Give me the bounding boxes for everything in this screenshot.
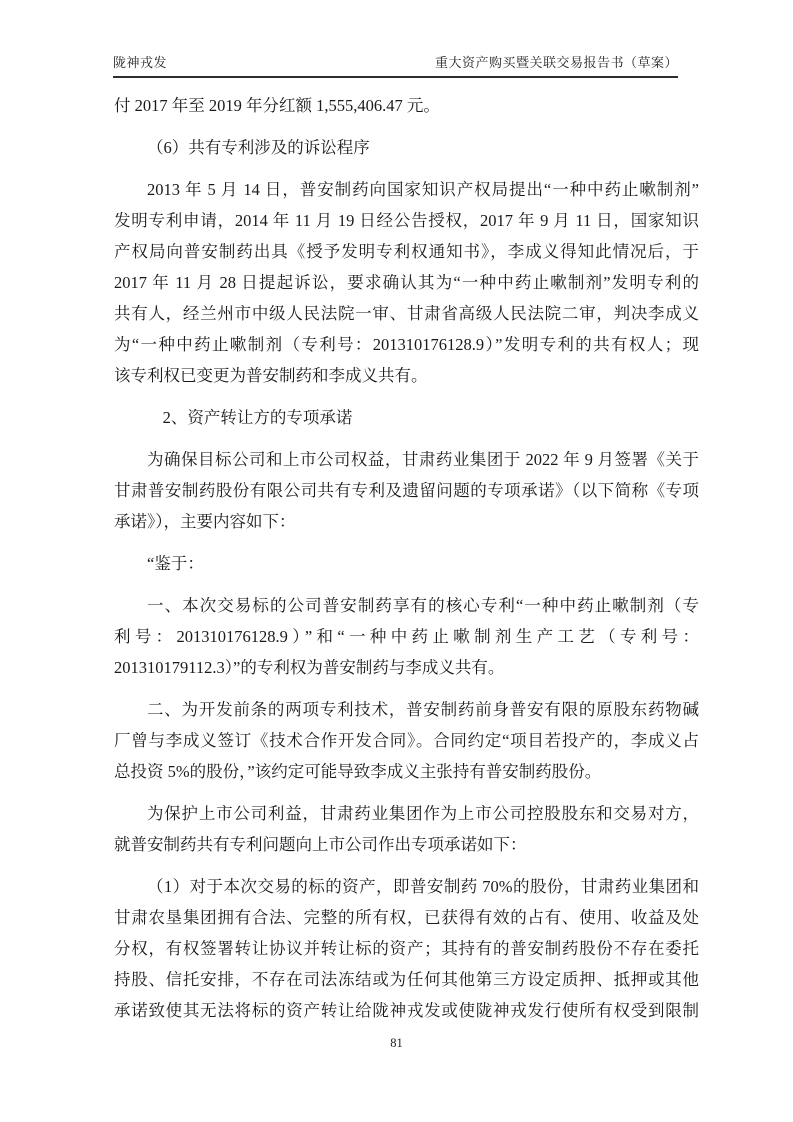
page-footer: [0, 1036, 793, 1051]
body-paragraph: [114, 871, 699, 1026]
document-line: 分权，有权签署转让协议并转让标的资产；其持有的普安制药股份不存在委托: [114, 939, 699, 958]
document-line: 利号：201310176128.9）”和“一种中药止嗽制剂生产工艺（专利号：: [114, 627, 699, 646]
document-line: 承诺致使其无法将标的资产转让给陇神戎发或使陇神戎发行使所有权受到限制: [114, 1001, 699, 1020]
document-line: 产权局向普安制药出具《授予发明专利权通知书》，李成义得知此情况后，于: [114, 242, 699, 261]
document-line: 该专利权已变更为普安制药和李成义共有。: [114, 366, 428, 385]
document-line: 2013 年 5 月 14 日，普安制药向国家知识产权局提出“一种中药止嗽制剂”: [147, 180, 699, 199]
body-paragraph: [114, 590, 699, 683]
document-line: 甘肃普安制药股份有限公司共有专利及遗留问题的专项承诺》（以下简称《专项: [114, 481, 699, 500]
document-line: 付 2017 年至 2019 年分红额 1,555,406.47 元。: [114, 96, 440, 115]
body-paragraph: [114, 174, 699, 391]
document-line: 一、本次交易标的公司普安制药享有的核心专利“一种中药止嗽制剂（专: [147, 596, 699, 615]
body-paragraph: [114, 548, 699, 579]
document-line: 为“一种中药止嗽制剂（专利号：201310176128.9）”发明专利的共有权人；现: [114, 335, 699, 354]
document-body: [114, 90, 699, 1037]
document-line: “鉴于：: [147, 554, 204, 573]
document-line: 甘肃农垦集团拥有合法、完整的所有权，已获得有效的占有、使用、收益及处: [114, 908, 699, 927]
document-line: 就普安制药共有专利问题向上市公司作出专项承诺如下：: [114, 835, 527, 854]
header-right-title: 重大资产购买暨关联交易报告书（草案）: [434, 55, 678, 70]
document-line: 总投资 5%的股份，”该约定可能导致李成义主张持有普安制药股份。: [114, 762, 602, 781]
page-number: 81: [390, 1036, 403, 1050]
document-line: 共有人，经兰州市中级人民法院一审、甘肃省高级人民法院二审，判决李成义: [114, 304, 699, 323]
page-header: [113, 52, 678, 78]
document-line: （6）共有专利涉及的诉讼程序: [147, 138, 370, 157]
document-line: 2、资产转让方的专项承诺: [162, 408, 353, 427]
document-line: 201310179112.3）”的专利权为普安制药与李成义共有。: [114, 658, 505, 677]
document-line: 2017 年 11 月 28 日提起诉讼，要求确认其为“一种中药止嗽制剂”发明专利的: [114, 273, 699, 292]
document-line: 二、为开发前条的两项专利技术，普安制药前身普安有限的原股东药物碱: [147, 700, 699, 719]
document-line: 持股、信托安排，不存在司法冻结或为任何其他第三方设定质押、抵押或其他: [114, 970, 699, 989]
body-paragraph: [114, 798, 699, 860]
document-line: 发明专利申请，2014 年 11 月 19 日经公告授权，2017 年 9 月 11 日，国家知识: [114, 211, 699, 230]
body-paragraph: [114, 694, 699, 787]
header-left-title: 陇神戎发: [113, 55, 168, 70]
heading-paragraph: [114, 132, 699, 163]
document-line: 承诺》），主要内容如下：: [114, 512, 296, 531]
document-line: 为保护上市公司利益，甘肃药业集团作为上市公司控股股东和交易对方，: [147, 804, 699, 823]
document-line: （1）对于本次交易的标的资产，即普安制药 70%的股份，甘肃药业集团和: [147, 877, 699, 896]
body-paragraph: [114, 444, 699, 537]
body-paragraph: [114, 90, 699, 121]
document-line: 厂曾与李成义签订《技术合作开发合同》。合同约定“项目若投产的，李成义占: [114, 731, 699, 750]
document-line: 为确保目标公司和上市公司权益，甘肃药业集团于 2022 年 9 月签署《关于: [147, 450, 699, 469]
heading-paragraph: [114, 402, 699, 433]
